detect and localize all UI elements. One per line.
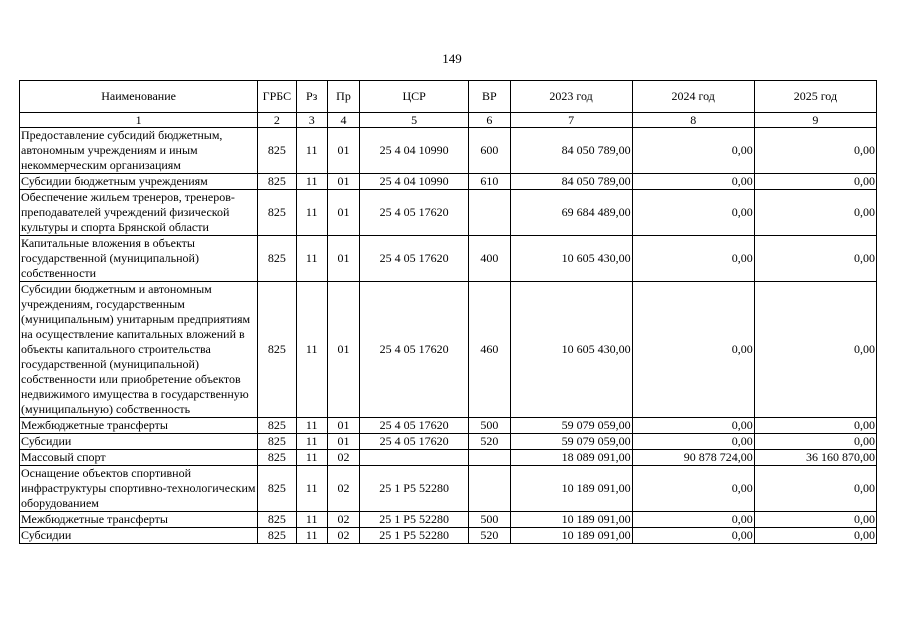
row-grbs: 825 [258,128,296,174]
row-2024: 0,00 [632,418,754,434]
table-row [20,174,877,190]
row-2025: 0,00 [754,466,876,512]
row-pr: 01 [327,128,359,174]
row-2023: 10 605 430,00 [510,282,632,418]
column-number: 5 [360,113,469,128]
table-row [20,190,877,236]
column-header: ЦСР [360,81,469,113]
row-vr [469,450,510,466]
column-header: 2024 год [632,81,754,113]
row-2025: 0,00 [754,236,876,282]
row-pr: 02 [327,512,359,528]
column-number: 1 [20,113,258,128]
row-csr: 25 4 04 10990 [360,128,469,174]
row-2023: 10 189 091,00 [510,466,632,512]
column-number: 3 [296,113,327,128]
row-2024: 0,00 [632,190,754,236]
row-grbs: 825 [258,528,296,544]
row-vr: 520 [469,528,510,544]
row-2023: 84 050 789,00 [510,128,632,174]
row-csr: 25 1 P5 52280 [360,528,469,544]
row-grbs: 825 [258,512,296,528]
row-2024: 0,00 [632,512,754,528]
row-pr: 01 [327,282,359,418]
row-2024: 0,00 [632,174,754,190]
table-row [20,528,877,544]
row-csr: 25 4 05 17620 [360,434,469,450]
row-name: Межбюджетные трансферты [20,512,258,528]
row-csr: 25 4 04 10990 [360,174,469,190]
row-2025: 36 160 870,00 [754,450,876,466]
row-grbs: 825 [258,190,296,236]
row-vr: 460 [469,282,510,418]
row-grbs: 825 [258,282,296,418]
row-grbs: 825 [258,174,296,190]
column-header: Рз [296,81,327,113]
row-vr: 610 [469,174,510,190]
row-rz: 11 [296,236,327,282]
row-csr: 25 4 05 17620 [360,190,469,236]
row-2024: 0,00 [632,434,754,450]
row-rz: 11 [296,450,327,466]
table-row [20,466,877,512]
column-header: Пр [327,81,359,113]
row-2023: 10 189 091,00 [510,512,632,528]
row-rz: 11 [296,466,327,512]
row-rz: 11 [296,282,327,418]
row-name: Субсидии [20,434,258,450]
row-csr: 25 4 05 17620 [360,282,469,418]
row-pr: 01 [327,434,359,450]
row-2025: 0,00 [754,128,876,174]
row-rz: 11 [296,190,327,236]
row-csr: 25 1 P5 52280 [360,512,469,528]
header-row [20,81,877,113]
row-vr: 400 [469,236,510,282]
row-rz: 11 [296,528,327,544]
row-rz: 11 [296,434,327,450]
row-pr: 01 [327,236,359,282]
row-pr: 01 [327,418,359,434]
column-header: Наименование [20,81,258,113]
row-vr [469,466,510,512]
row-2025: 0,00 [754,282,876,418]
row-2023: 10 189 091,00 [510,528,632,544]
table-row [20,236,877,282]
row-2023: 59 079 059,00 [510,418,632,434]
row-2025: 0,00 [754,174,876,190]
row-2025: 0,00 [754,512,876,528]
row-pr: 02 [327,466,359,512]
table-row [20,434,877,450]
row-csr: 25 4 05 17620 [360,418,469,434]
table-row [20,450,877,466]
row-vr: 500 [469,418,510,434]
row-2025: 0,00 [754,434,876,450]
row-name: Межбюджетные трансферты [20,418,258,434]
column-number: 8 [632,113,754,128]
row-vr: 520 [469,434,510,450]
row-2024: 90 878 724,00 [632,450,754,466]
row-2024: 0,00 [632,466,754,512]
row-vr [469,190,510,236]
row-2023: 69 684 489,00 [510,190,632,236]
row-2025: 0,00 [754,190,876,236]
row-rz: 11 [296,512,327,528]
row-name: Оснащение объектов спортивной инфраструктуры спортивно-технологическим оборудованием [20,466,258,512]
budget-table [19,80,877,544]
row-grbs: 825 [258,450,296,466]
column-number: 6 [469,113,510,128]
row-pr: 02 [327,528,359,544]
row-2025: 0,00 [754,418,876,434]
row-name: Капитальные вложения в объекты государственной (муниципальной) собственности [20,236,258,282]
row-csr [360,450,469,466]
row-2024: 0,00 [632,282,754,418]
row-name: Предоставление субсидий бюджетным, автономным учреждениям и иным некоммерческим организациям [20,128,258,174]
row-rz: 11 [296,128,327,174]
row-2025: 0,00 [754,528,876,544]
row-2023: 59 079 059,00 [510,434,632,450]
page-number: 149 [442,51,462,66]
row-2023: 18 089 091,00 [510,450,632,466]
row-name: Субсидии бюджетным учреждениям [20,174,258,190]
table-row [20,418,877,434]
table-row [20,512,877,528]
row-grbs: 825 [258,418,296,434]
row-rz: 11 [296,174,327,190]
row-pr: 02 [327,450,359,466]
row-2024: 0,00 [632,128,754,174]
column-number: 9 [754,113,876,128]
column-number: 2 [258,113,296,128]
table-row [20,128,877,174]
row-name: Массовый спорт [20,450,258,466]
row-vr: 600 [469,128,510,174]
row-grbs: 825 [258,434,296,450]
column-header: 2025 год [754,81,876,113]
row-csr: 25 4 05 17620 [360,236,469,282]
column-header: ГРБС [258,81,296,113]
row-name: Субсидии бюджетным и автономным учреждениям, государственным (муниципальным) унитарным предприятиям на осуществление капитальных вложений в объекты капитального строительства государственной (муниципальной) собственности или приобретение объектов недвижимого имущества в государственную (муниципальную) собственность [20,282,258,418]
row-2023: 84 050 789,00 [510,174,632,190]
row-2024: 0,00 [632,236,754,282]
row-rz: 11 [296,418,327,434]
row-2024: 0,00 [632,528,754,544]
row-pr: 01 [327,190,359,236]
column-number-row [20,113,877,128]
column-number: 7 [510,113,632,128]
column-header: 2023 год [510,81,632,113]
row-csr: 25 1 P5 52280 [360,466,469,512]
row-grbs: 825 [258,236,296,282]
row-pr: 01 [327,174,359,190]
column-header: ВР [469,81,510,113]
row-grbs: 825 [258,466,296,512]
row-name: Обеспечение жильем тренеров, тренеров-преподавателей учреждений физической культуры и спорта Брянской области [20,190,258,236]
row-name: Субсидии [20,528,258,544]
row-2023: 10 605 430,00 [510,236,632,282]
table-row [20,282,877,418]
row-vr: 500 [469,512,510,528]
column-number: 4 [327,113,359,128]
